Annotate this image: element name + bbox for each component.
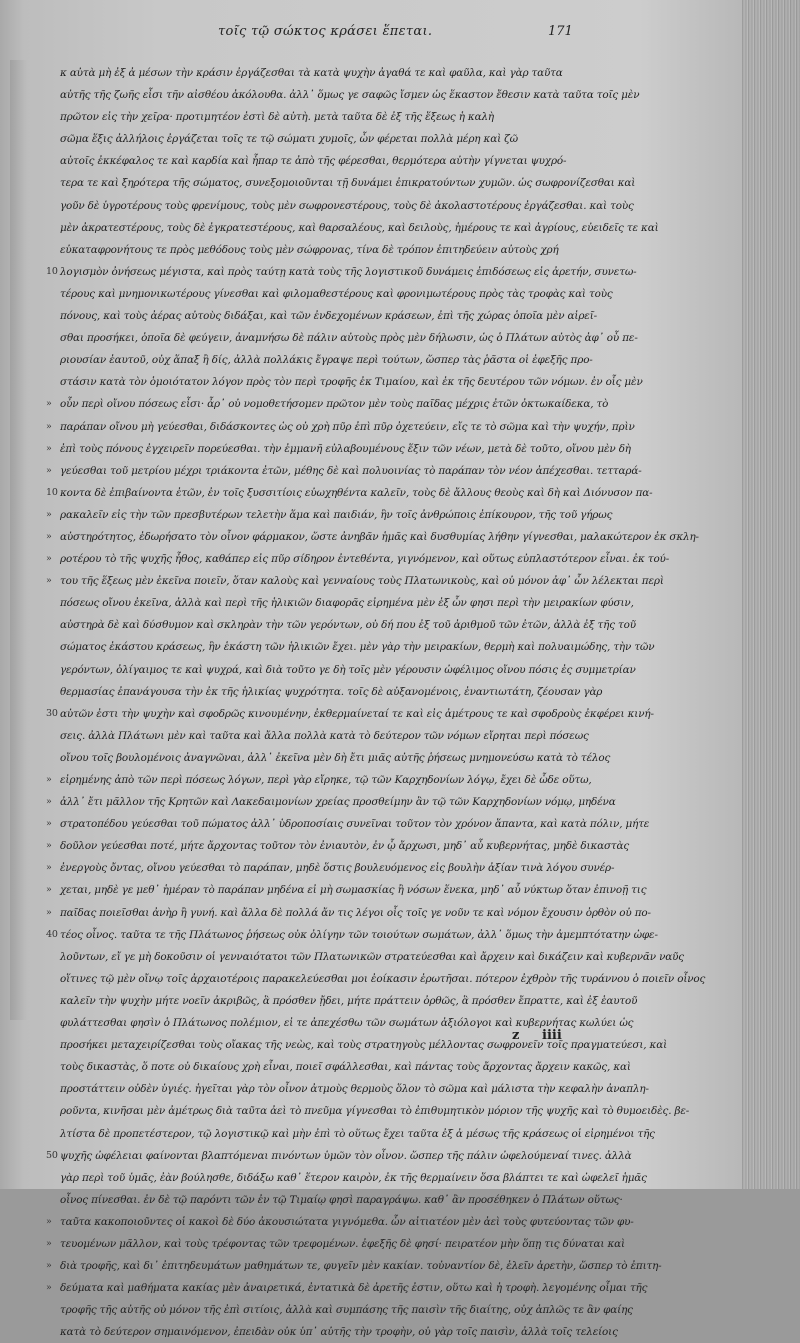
margin-marker: 10 — [46, 265, 58, 277]
line-text: δεύματα καὶ μαθήματα κακίας μὲν ἀναιρετικά, ἐντατικὰ δὲ ἀρετῆς ἐστιν, οὕτω καὶ ἡ τροφὴ. λεγομένης οἶμαι τῆς — [60, 1282, 648, 1295]
line-text: πρῶτον εἰς τὴν χεῖρα· προτιμητέον ἐστὶ δὲ αὐτὴ. μετὰ ταῦτα δὲ ἐξ τῆς ἕξεως ἡ καλὴ — [60, 111, 494, 124]
line-text: γεύεσθαι τοῦ μετρίου μέχρι τριάκοντα ἐτῶν, μέθης δὲ καὶ πολυοινίας τὸ παράπαν τὸν νέον ἀπέχεσθαι. τετταρά- — [60, 464, 642, 477]
line-text: ἀλλ᾽ ἔτι μᾶλλον τῆς Κρητῶν καὶ Λακεδαιμονίων χρείας προσθείμην ἂν τῷ τῶν Καρχηδονίων νόμῳ, μηδένα — [60, 796, 616, 809]
line-text: ροτέρου τὸ τῆς ψυχῆς ἦθος, καθάπερ εἰς πῦρ σίδηρον ἐντεθέντα, γιγνόμενον, καὶ οὕτως εὐπλαστότερον εἶναι. ἐκ τού- — [60, 553, 670, 566]
margin-marker: 50 — [46, 1149, 58, 1161]
text-line — [46, 769, 606, 791]
text-line — [46, 482, 653, 504]
line-text: ρακαλεῖν εἰς τὴν τῶν πρεσβυτέρων τελετὴν ἅμα καὶ παιδιάν, ἣν τοῖς ἀνθρώποις ἐπίκουρον, τῆς τοῦ γήρως — [60, 508, 613, 521]
text-line — [46, 460, 642, 482]
line-text: κ αὐτὰ μὴ ἐξ ἀ μέσων τὴν κράσιν ἐργάζεσθαι τὰ κατὰ ψυχὴν ἀγαθά τε καὶ φαῦλα, καὶ γὰρ ταῦτα — [60, 67, 563, 79]
margin-marker: » — [46, 420, 52, 432]
margin-marker: » — [46, 464, 52, 476]
text-line — [46, 902, 651, 924]
margin-marker: 10 — [46, 486, 58, 498]
text-line — [46, 150, 606, 172]
text-line — [46, 217, 659, 239]
text-block — [46, 62, 706, 1343]
margin-marker: » — [46, 398, 52, 410]
line-text: γοῦν δὲ ὑγροτέρους τοὺς φρενίμους, τοὺς μὲν σωφρονεστέρους, τοὺς δὲ ἀκολαστοτέρους ἐργάζεσθαι. καὶ τοὺς — [60, 199, 634, 212]
line-text: προσήκει μεταχειρίζεσθαι τοὺς οἴακας τῆς νεὼς, καὶ τοὺς στρατηγοὺς μέλλοντας σωφρονεῖν τοῖς πραγματεύεσι, καὶ — [60, 1039, 668, 1052]
line-text: τευομένων μᾶλλον, καὶ τοὺς τρέφοντας τῶν τρεφομένων. ἐφεξῆς δὲ φησί· πειρατέον μὴν ὅπῃ τις δύναται καὶ — [60, 1237, 625, 1250]
line-text: θερμασίας ἐπανάγουσα τὴν ἐκ τῆς ἡλικίας ψυχρότητα. τοῖς δὲ αὐξανομένοις, ἐναντιωτάτη, ζέουσαν γὰρ — [60, 685, 603, 698]
margin-marker: » — [46, 1260, 52, 1272]
text-line — [46, 1123, 655, 1145]
line-text: ψυχῆς ὠφέλειαι φαίνονται βλαπτόμεναι πινόντων ὑμῶν τὸν οἶνον. ὥσπερ τῆς πάλιν ὠφελούμεναί τινες. ἀλλὰ — [60, 1149, 632, 1162]
line-text: σεις. ἀλλὰ Πλάτωνι μὲν καὶ ταῦτα καὶ ἄλλα πολλὰ κατὰ τὸ δεύτερον τῶν νόμων εἴρηται περὶ πόσεως — [60, 729, 589, 742]
line-text: σώματος ἑκάστου κράσεως, ἣν ἑκάστη τῶν ἡλικιῶν ἔχει. μὲν γὰρ τὴν μειρακίων, θερμὴ καὶ πολυαιμώδης, τὴν τῶν — [60, 641, 655, 654]
text-line — [46, 239, 606, 261]
text-line — [46, 725, 606, 747]
line-text: πόνους, καὶ τοὺς ἀέρας αὐτοὺς διδάξαι, καὶ τῶν ἐνδεχομένων κράσεων, ἐπὶ τῆς χώρας ὁποῖα μὲν αἱρεῖ- — [60, 310, 597, 323]
text-line — [46, 548, 670, 570]
text-line — [46, 1189, 623, 1211]
margin-marker: » — [46, 530, 52, 542]
text-line — [46, 416, 635, 438]
margin-marker: » — [46, 884, 52, 896]
text-line — [46, 1299, 633, 1321]
text-line — [46, 327, 638, 349]
text-line — [46, 813, 650, 835]
text-line — [46, 1211, 634, 1233]
text-line — [46, 703, 654, 725]
line-text: αὐτῆς τῆς ζωῆς εἶσι τῆν αἰσθέου ἀκόλουθα. ἀλλ᾽ ὅμως γε σαφῶς ἴσμεν ὡς ἕκαστον ἔθεσιν κατὰ ταῦτα τοῖς μὲν — [60, 89, 640, 102]
text-line — [46, 128, 606, 150]
margin-marker: » — [46, 906, 52, 918]
line-text: αὐστηρότητος, ἐδωρήσατο τὸν οἶνον φάρμακον, ὥστε ἀνηβᾶν ἡμᾶς καὶ δυσθυμίας λήθην γίγνεσθαι, μαλακώτερον ἐκ σκλη- — [60, 530, 699, 543]
margin-marker: » — [46, 508, 52, 520]
text-line — [46, 1277, 648, 1299]
line-text: λογισμὸν ὀνήσεως μέγιστα, καὶ πρὸς ταύτῃ κατὰ τοὺς τῆς λογιστικοῦ δυνάμεις ἐπιδόσεως εἰς ἀρετήν, συνετω- — [60, 265, 637, 278]
line-text: ροῦντα, κινῆσαι μὲν ἀμέτρως διὰ ταῦτα ἀεὶ τὸ πνεῦμα γίγνεσθαι τὸ ἐπιθυμητικὸν μόριον τῆς ψυχῆς καὶ τὸ θυμοειδὲς. βε- — [60, 1105, 690, 1118]
line-text: σῶμα ἕξις ἀλλήλοις ἐργάζεται τοῖς τε τῷ σώματι χυμοῖς, ὧν φέρεται πολλὰ μέρη καὶ ζῶ — [60, 133, 518, 146]
line-text: οἵτινες τῷ μὲν οἴνῳ τοῖς ἀρχαιοτέροις παρακελεύεσθαι μοι ἐοίκασιν ἐρωτῆσαι. πότερον ἐχθρὸν τῆς τυράννου ὁ ποιεῖν οἶνος — [60, 972, 706, 985]
margin-marker: » — [46, 840, 52, 852]
line-text: κατὰ τὸ δεύτερον σημαινόμενον, ἐπειδὰν οὐκ ὑπ᾽ αὐτῆς τὴν τροφὴν, οὐ γὰρ τοῖς παισὶν, ἀλλὰ τοῖς τελείοις — [60, 1326, 618, 1339]
line-text: αὐτῶν ἐστι τὴν ψυχὴν καὶ σφοδρῶς κινουμένην, ἐκθερμαίνεταί τε καὶ εἰς ἀμέτρους τε καὶ σφοδροὺς ἐκφέρει κινή- — [60, 707, 654, 720]
line-text: εὐκαταφρονήτους τε πρὸς μεθόδους τοὺς μὲν σώφρονας, τίνα δὲ τρόπον ἐπιτηδεύειν αὐτοὺς χρή — [60, 243, 559, 256]
line-text: πόσεως οἴνου ἐκεῖνα, ἀλλὰ καὶ περὶ τῆς ἡλικιῶν διαφορᾶς εἰρημένα μὲν ἐξ ὧν φησι περὶ τὴν μειρακίων φύσιν, — [60, 597, 634, 610]
line-text: του τῆς ἕξεως μὲν ἐκεῖνα ποιεῖν, ὅταν καλοὺς καὶ γενναίους τοὺς Πλατωνικοὺς, καὶ οὐ μόνον ἀφ᾽ ὧν λέλεκται περὶ — [60, 575, 664, 588]
margin-marker: » — [46, 818, 52, 830]
line-text: στρατοπέδου γεύεσθαι τοῦ πώματος ἀλλ᾽ ὑδροποσίαις συνεῖναι τοῦτον τὸν χρόνον ἅπαντα, καὶ κατὰ πόλιν, μήτε — [60, 818, 650, 831]
line-text: αὐτοῖς ἐκκέφαλος τε καὶ καρδία καὶ ἧπαρ τε ἀπὸ τῆς φέρεσθαι, θερμότερα αὐτὴν γίγνεται ψυχρό- — [60, 155, 567, 168]
text-line — [46, 879, 647, 901]
line-text: γερόντων, ὀλίγαιμος τε καὶ ψυχρά, καὶ διὰ τοῦτο γε δὴ τοῖς μὲν γέρουσιν ὠφέλιμος οἴνου πόσις ἐς συμμετρίαν — [60, 663, 636, 676]
text-line — [46, 747, 611, 769]
margin-marker: » — [46, 553, 52, 565]
text-line — [46, 990, 638, 1012]
text-line — [46, 681, 606, 703]
text-line — [46, 393, 609, 415]
signature-mark: z — [512, 1028, 520, 1043]
text-line — [46, 526, 699, 548]
text-line — [46, 1145, 632, 1167]
line-text: ἐπὶ τοὺς πόνους ἐγχειρεῖν πορεύεσθαι. τὴν ἐμμανῆ εὐλαβουμένους ἕξιν τῶν νέων, μετὰ δὲ τοῦτο, οἴνου μὲν δὴ — [60, 442, 631, 455]
margin-marker: » — [46, 1215, 52, 1227]
line-text: σθαι προσήκει, ὁποῖα δὲ φεύγειν, ἀναμνήσω δὲ πάλιν αὐτοὺς πρὸς μὲν δήλωσιν, ὡς ὁ Πλάτων αὐτὸς ἀφ᾽ οὗ πε- — [60, 332, 638, 345]
line-text: οἶνος πίνεσθαι. ἐν δὲ τῷ παρόντι τῶν ἐν τῷ Τιμαίῳ φησὶ παραγράψω. καθ᾽ ἂν προσέθηκεν ὁ Πλάτων οὕτως· — [60, 1193, 623, 1206]
gathering-mark: iiii — [542, 1028, 562, 1043]
line-text: τερα τε καὶ ξηρότερα τῆς σώματος, συνεξομοιοῦνται τῇ δυνάμει ἐπικρατούντων χυμῶν. ὡς σωφρονίζεσθαι καὶ — [60, 177, 636, 190]
text-line — [46, 791, 616, 813]
line-text: λτίστα δὲ προπετέστερον, τῷ λογιστικῷ καὶ μὴν ἐπὶ τὸ οὕτως ἔχει ταῦτα ἐξ ἀ μέσως τῆς κράσεως οἱ εἰρημένοι τῆς — [60, 1127, 655, 1140]
margin-marker: » — [46, 862, 52, 874]
line-text: ριουσίαν ἑαυτοῦ, οὐχ ἅπαξ ἢ δίς, ἀλλὰ πολλάκις ἔγραψε περὶ τούτων, ὥσπερ τὰς ῥᾶστα οἱ ἐφεξῆς προ- — [60, 354, 593, 367]
margin-marker: » — [46, 1282, 52, 1294]
page-header — [0, 24, 742, 48]
line-text: εἰρημένης ἀπὸ τῶν περὶ πόσεως λόγων, περὶ γὰρ εἴρηκε, τῷ τῶν Καρχηδονίων λόγῳ, ἔχει δὲ ὧδε οὕτω, — [60, 774, 592, 786]
line-text: γὰρ περὶ τοῦ ὑμᾶς, ἐὰν βούλησθε, διδάξω καθ᾽ ἕτερον καιρὸν, ἐκ τῆς θερμαίνειν ὅσα βλάπτει τε καὶ ὠφελεῖ ἡμᾶς — [60, 1171, 647, 1184]
text-line — [46, 283, 613, 305]
line-text: μὲν ἀκρατεστέρους, τοὺς δὲ ἐγκρατεστέρους, καὶ θαρσαλέους, καὶ δειλοὺς, ἡμέρους τε καὶ ἀγρίους, εὐειδεῖς τε καὶ — [60, 221, 659, 234]
line-text: στάσιν κατὰ τὸν ὁμοιότατον λόγον πρὸς τὸν περὶ τροφῆς ἐκ Τιμαίου, καὶ ἐκ τῆς δευτέρου τῶν νόμων. ἐν οἷς μὲν — [60, 376, 643, 389]
line-text: τροφῆς τῆς αὐτῆς οὐ μόνον τῆς ἐπὶ σιτίοις, ἀλλὰ καὶ συμπάσης τῆς παισὶν τῆς διαίτης, οὐχ ἁπλῶς τε ἂν φαίης — [60, 1304, 633, 1317]
text-line — [46, 195, 634, 217]
line-text: τέρους καὶ μνημονικωτέρους γίνεσθαι καὶ φιλομαθεστέρους καὶ φρονιμωτέρους πρὸς τὰς τροφὰς καὶ τοὺς — [60, 287, 613, 300]
gutter-shadow — [10, 60, 28, 1020]
text-line — [46, 1167, 647, 1189]
text-line — [46, 62, 606, 84]
margin-marker: » — [46, 1237, 52, 1249]
line-text: ταῦτα κακοποιοῦντες οἱ κακοὶ δὲ δύο ἀκουσιώτατα γιγνόμεθα. ὧν αἰτιατέον μὲν ἀεὶ τοὺς φυτεύοντας τῶν φυ- — [60, 1215, 634, 1228]
line-text: κοντα δὲ ἐπιβαίνοντα ἐτῶν, ἐν τοῖς ξυσσιτίοις εὐωχηθέντα καλεῖν, τοὺς δὲ ἄλλους θεοὺς καὶ δὴ καὶ Διόνυσον πα- — [60, 486, 653, 499]
text-line — [46, 1078, 649, 1100]
line-text: τοὺς δικαστὰς, ὅ ποτε οὐ δικαίους χρὴ εἶναι, ποιεῖ σφάλλεσθαι, καὶ πάντας τοὺς ἄρχοντας ἄρχειν κακῶς, καὶ — [60, 1061, 631, 1074]
text-line — [46, 1100, 690, 1122]
margin-marker: » — [46, 796, 52, 808]
text-line — [46, 172, 636, 194]
line-text: ἐνεργοὺς ὄντας, οἴνου γεύεσθαι τὸ παράπαν, μηδὲ ὅστις βουλευόμενος εἰς βουλὴν ἀξίαν τινὰ λόγου συνέρ- — [60, 862, 615, 875]
text-line — [46, 349, 606, 371]
text-line — [46, 1255, 662, 1277]
margin-marker: » — [46, 774, 52, 785]
text-line — [46, 371, 643, 393]
line-text: παράπαν οἴνου μὴ γεύεσθαι, διδάσκοντες ὡς οὐ χρὴ πῦρ ἐπὶ πῦρ ὀχετεύειν, εἴς τε τὸ σῶμα καὶ τὴν ψυχήν, πρὶν — [60, 420, 635, 433]
text-line — [46, 1233, 625, 1255]
margin-marker: » — [46, 442, 52, 454]
text-line — [46, 835, 630, 857]
page-number: 171 — [548, 24, 573, 39]
text-line — [46, 924, 658, 946]
margin-marker: 40 — [46, 928, 58, 940]
line-text: οὖν περὶ οἴνου πόσεως εἶσι· ἆρ᾽ οὐ νομοθετήσομεν πρῶτον μὲν τοὺς παῖδας μέχρις ἐτῶν ὀκτωκαίδεκα, τὸ — [60, 398, 609, 411]
text-line — [46, 636, 655, 658]
running-head: τοῖς τῷ σώκτος κράσει ἕπεται. — [218, 24, 433, 39]
text-line — [46, 968, 706, 990]
text-line — [46, 438, 631, 460]
line-text: τέος οἶνος. ταῦτα τε τῆς Πλάτωνος ῥήσεως οὐκ ὀλίγην τῶν τοιούτων σωμάτων, ἀλλ᾽ ὅμως τὴν ἀμεμπτότατην ὠφε- — [60, 928, 658, 941]
line-text: διὰ τροφῆς, καὶ δι᾽ ἐπιτηδευμάτων μαθημάτων τε, φυγεῖν μὲν κακίαν. τοὐναντίον δὲ, ἑλεῖν ἀρετὴν, ὥσπερ τὸ ἐπιτη- — [60, 1260, 662, 1273]
text-line — [46, 1321, 618, 1343]
text-line — [46, 570, 664, 592]
line-text: καλεῖν τὴν ψυχὴν μήτε νοεῖν ἀκριβῶς, ἃ πρόσθεν ᾔδει, μήτε πράττειν ὀρθῶς, ἃ πρόσθεν ἔπραττε, καὶ ἐξ ἑαυτοῦ — [60, 994, 638, 1007]
text-line — [46, 592, 634, 614]
line-text: αὐστηρὰ δὲ καὶ δύσθυμον καὶ σκληρὰν τὴν τῶν γερόντων, οὐ δή που ἐξ τοῦ ἀριθμοῦ τῶν ἐτῶν, ἀλλὰ ἐξ τῆς τοῦ — [60, 619, 636, 632]
text-line — [46, 305, 606, 327]
line-text: φυλάττεσθαι φησὶν ὁ Πλάτωνος πολέμιον, εἰ τε ἀπεχέσθω τῶν σωμάτων ἀξιόλογοι καὶ κυβερνήτας κωλύει ὡς — [60, 1017, 634, 1030]
text-line — [46, 1056, 631, 1078]
text-line — [46, 504, 613, 526]
text-line — [46, 946, 684, 968]
margin-marker: » — [46, 575, 52, 587]
line-text: παῖδας ποιεῖσθαι ἀνὴρ ἢ γυνή. καὶ ἄλλα δὲ πολλά ἄν τις λέγοι οἷς τοῖς γε νοῦν τε καὶ νόμον ἔχουσιν ὀρθὸν οὐ πο- — [60, 906, 651, 919]
text-line — [46, 614, 636, 636]
text-line — [46, 261, 637, 283]
text-line — [46, 106, 606, 128]
page-edges — [742, 0, 800, 1189]
text-line — [46, 659, 636, 681]
margin-marker: 30 — [46, 707, 58, 719]
line-text: χεται, μηδὲ γε μεθ᾽ ἡμέραν τὸ παράπαν μηδένα εἰ μὴ σωμασκίας ἢ νόσων ἕνεκα, μηδ᾽ αὖ νύκτωρ ὅταν ἐπινοῇ τις — [60, 884, 647, 897]
line-text: οἴνου τοῖς βουλομένοις ἀναγνῶναι, ἀλλ᾽ ἐκεῖνα μὲν δὴ ἔτι μιᾶς αὐτῆς ῥήσεως μνημονεύσω κατὰ τὸ τέλος — [60, 751, 611, 764]
text-line — [46, 84, 640, 106]
text-line — [46, 857, 615, 879]
line-text: λοῦντων, εἴ γε μὴ δοκοῦσιν οἱ γενναιότατοι τῶν Πλατωνικῶν στρατεύεσθαι καὶ ἄρχειν καὶ δικάζειν καὶ κυβερνᾶν ναῦς — [60, 950, 684, 963]
line-text: δοῦλον γεύεσθαι ποτέ, μήτε ἄρχοντας τοῦτον τὸν ἐνιαυτὸν, ἐν ᾧ ἄρχωσι, μηδ᾽ αὖ κυβερνήτας, μηδὲ δικαστὰς — [60, 840, 630, 853]
line-text: προστάττειν οὐδὲν ὑγιές. ἡγεῖται γὰρ τὸν οἶνον ἀτμοὺς θερμοὺς ὅλον τὸ σῶμα καὶ μάλιστα τὴν κεφαλὴν ἀναπλη- — [60, 1083, 649, 1096]
page-footer — [0, 1028, 742, 1052]
